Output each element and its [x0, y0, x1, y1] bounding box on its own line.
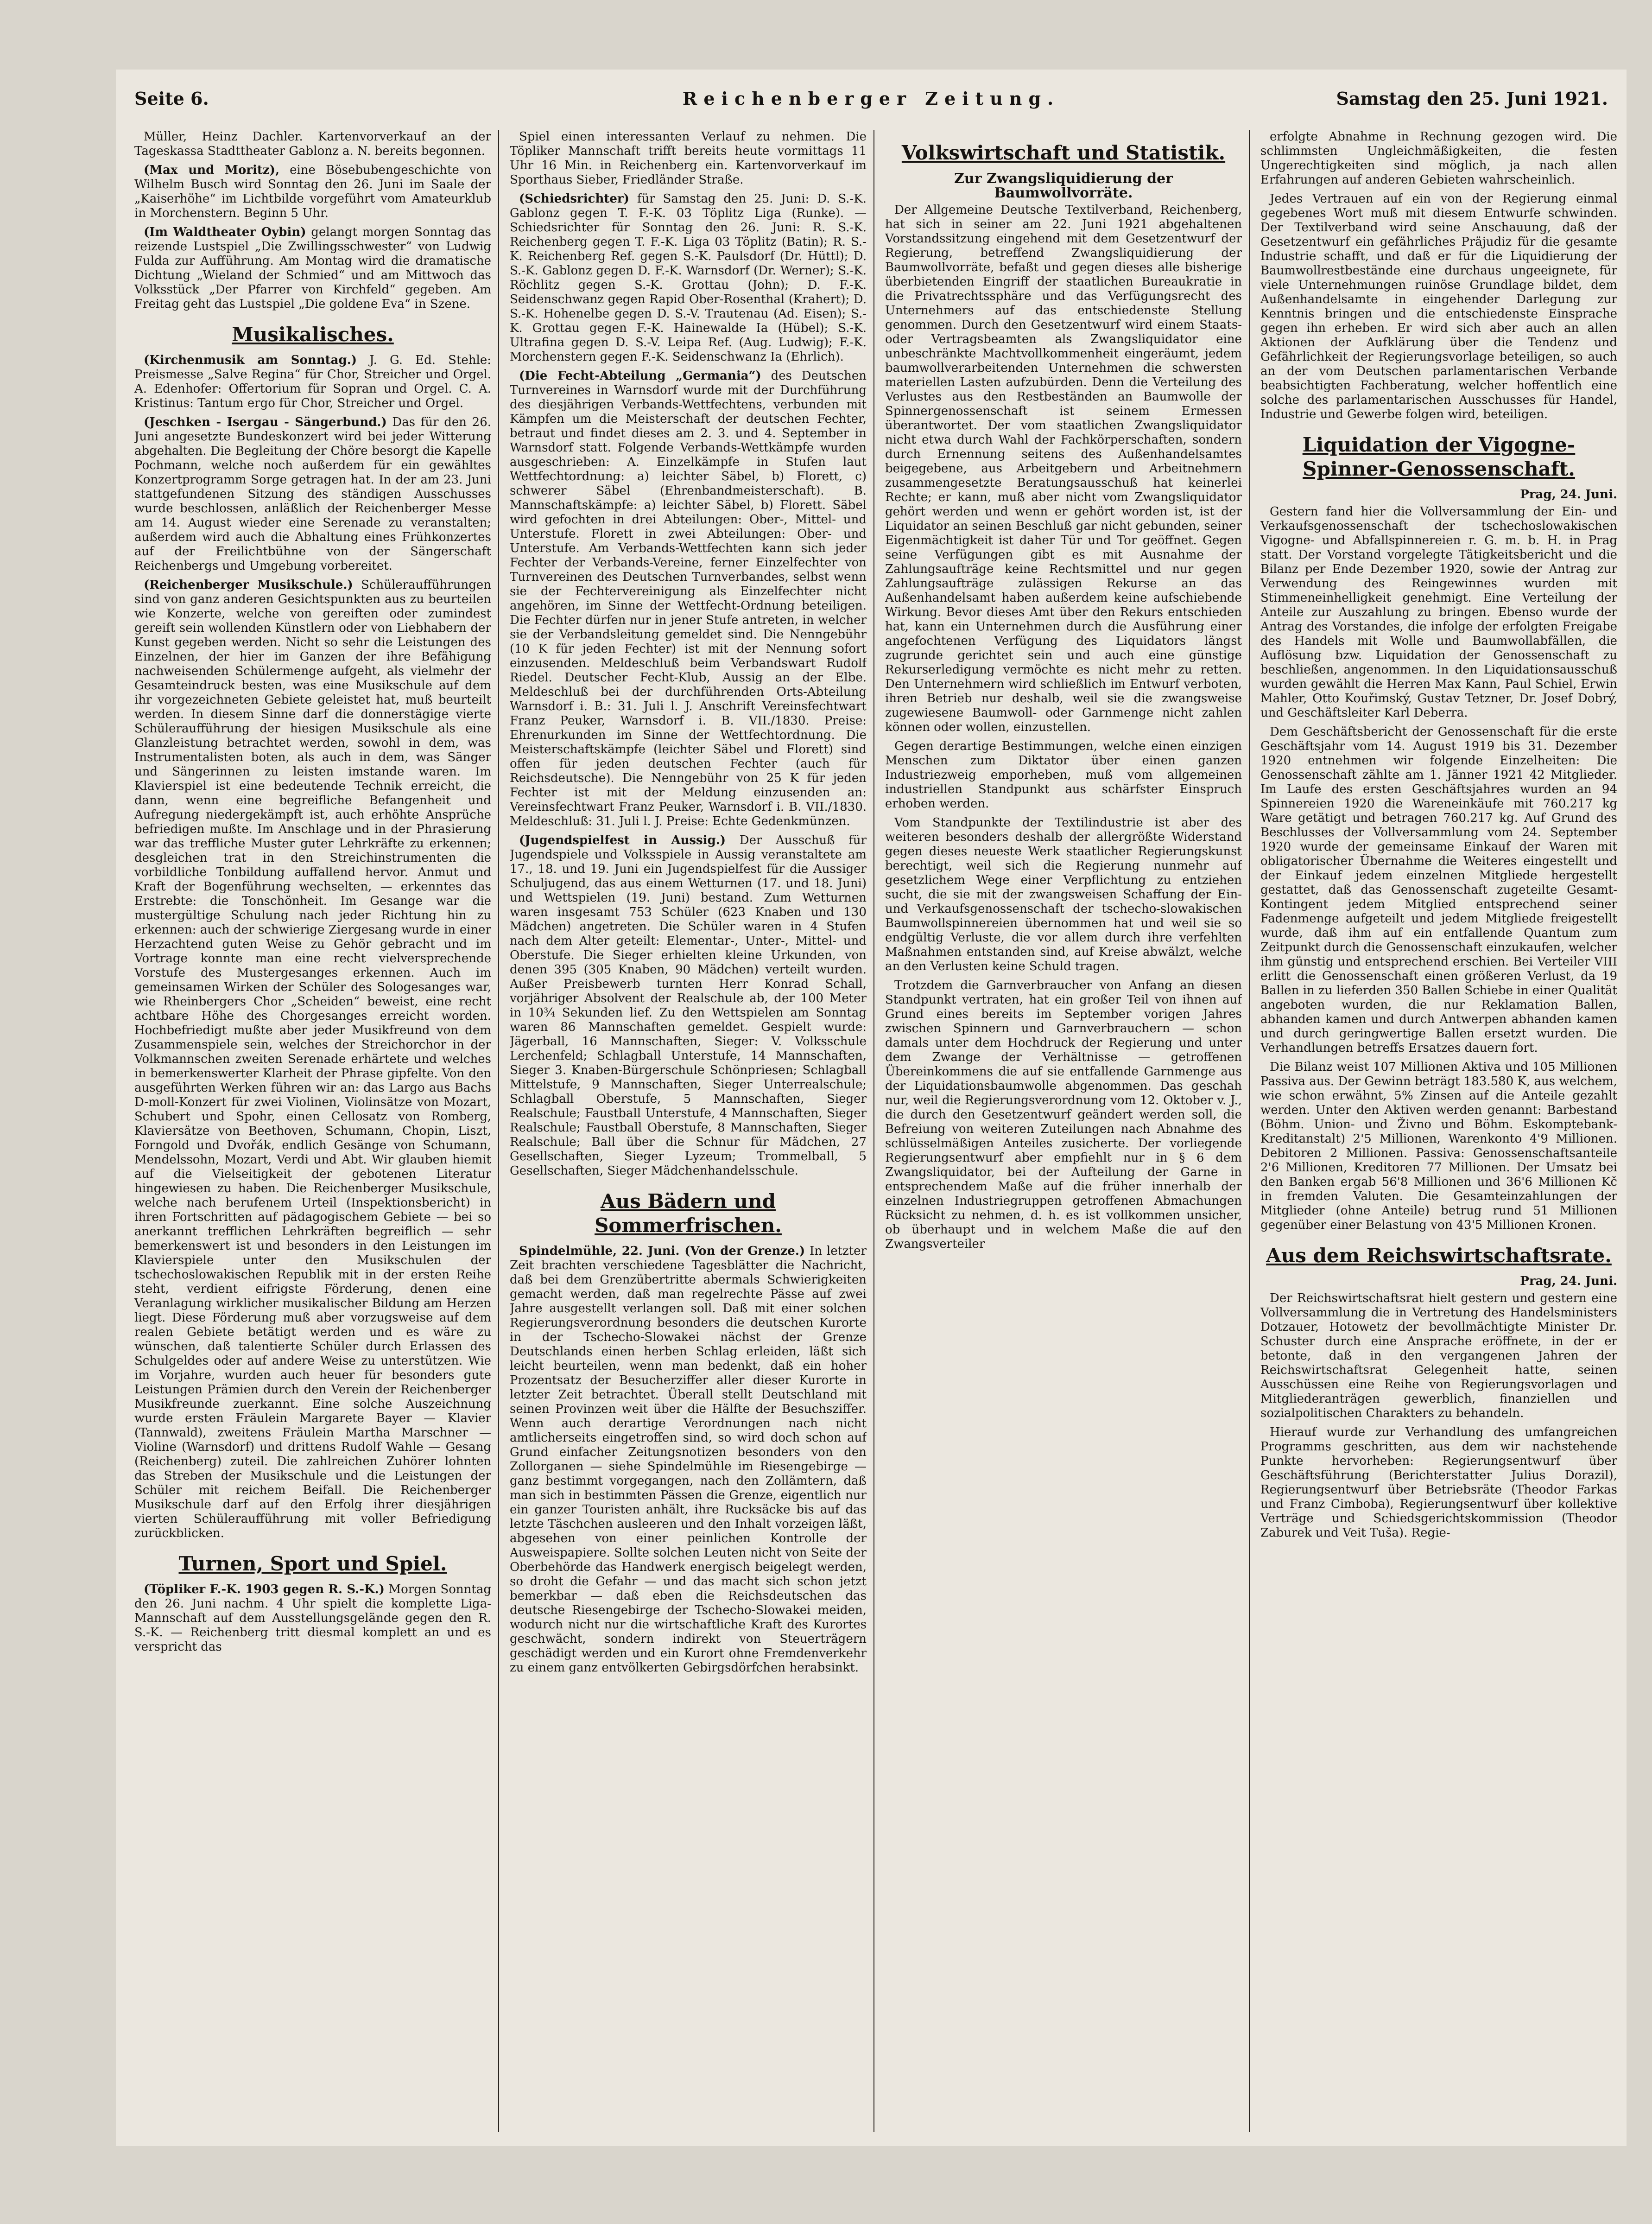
- paragraph-text: Der Allgemeine Deutsche Textilverband, Reichenberg, hat sich in seiner am 22. Juni 1921 abgehaltenen Vorstandssitzung eingehend mit dem Gesetzentwurf der Regierung, betreffend Zwangsliquidierung der Baumwollvorräte, befaßt und gegen dieses alle bisherige überbietenden Eingriff der staatlichen Bureaukratie in die Privatrechtssphäre und das Verfügungsrecht des Unternehmers auf das entschiedenste Stellung genommen. Durch den Gesetzentwurf wird einem Staats- oder Vertragsbeamten als Zwangsliquidator eine unbeschränkte Machtvollkommenheit eingeräumt, jedem baumwollverarbeitenden Unternehmen die schwersten materiellen Lasten aufzubürden. Denn die Verteilung des Verlustes aus den Restbeständen an Baumwolle der Spinnergenossenschaft ist seinem Ermessen überantwortet. Der vom staatlichen Zwangsliquidator nicht etwa durch Wahl der Fachkörperschaften, sondern durch Ernennung seitens des Außenhandelsamtes beigegebene, aus Arbeitgebern und Arbeitnehmern zusammengesetzte Beratungsausschuß hat keinerlei Rechte; er kann, muß aber nicht vom Zwangsliquidator gehört werden und wenn er gehört worden ist, ist der Liquidator an seinen Beschluß gar nicht gebunden, seiner Eigenmächtigkeit ist daher Tür und Tor geöffnet. Gegen seine Verfügungen gibt es mit Ausnahme der Zahlungsaufträge keine Rechtsmittel und nur gegen Zahlungsaufträge zulässigen Rekurse an das Außenhandelsamt haben außerdem keine aufschiebende Wirkung. Bevor dieses Amt über den Rekurs entschieden hat, kann ein Unternehmen durch die Ausführung einer angefochtenen Verfügung des Liquidators längst zugrunde gerichtet sein und auch eine günstige Rekurserledigung vermöchte es nicht mehr zu retten. Den Unternehmern wird schließlich im Entwurf verboten, ihren Betrieb nur deshalb, weil sie die zwangsweise zugewiesene Baumwoll- oder Garnmenge nicht zahlen können oder wollen, einzustellen.: [885, 203, 1242, 734]
- paragraph-lead: (Die Fecht-Abteilung „Germania“): [519, 369, 761, 383]
- paragraph-text: Der Ausschuß für Jugendspiele und Volksspiele in Aussig veranstaltete am 17., 18. und 19. Juni ein Jugendspielfest für die Aussiger Schuljugend, das aus einem Wetturnen (17. und 18. Juni) und Wettspielen (19. Juni) bestand. Zum Wetturnen waren insgesamt 753 Schüler (623 Knaben und 130 Mädchen) angetreten. Die Schüler waren in 4 Stufen nach dem Alter geteilt: Elementar-, Unter-, Mittel- und Oberstufe. Die Sieger erhielten kleine Urkunden, von denen 395 (305 Knaben, 90 Mädchen) verteilt wurden. Außer Preisbewerb turnten Herr Konrad Schall, vorjähriger Absolvent der Realschule ab, der 100 Meter in 10¾ Sekunden lief. Zu den Wettspielen am Sonntag waren 86 Mannschaften gemeldet. Gespielt wurde: Jägerball, 16 Mannschaften, Sieger: V. Volksschule Lerchenfeld; Schlagball Unterstufe, 14 Mannschaften, Sieger 3. Knaben-Bürgerschule Schönpriesen; Schlagball Mittelstufe, 9 Mannschaften, Sieger Unterrealschule; Schlagball Oberstufe, 5 Mannschaften, Sieger Realschule; Faustball Unterstufe, 4 Mannschaften, Sieger Realschule; Faustball Oberstufe, 8 Mannschaften, Sieger Realschule; Ball über die Schnur für Mädchen, 27 Gesellschaften, Sieger Lyzeum; Trommelball, 5 Gesellschaften, Sieger Mädchenhandelsschule.: [510, 833, 867, 1178]
- paragraph-text: Jedes Vertrauen auf ein von der Regierung einmal gegebenes Wort muß mit diesem Entwurfe schwinden. Der Textilverband wird seine Anschauung, daß der Gesetzentwurf ein gefährliches Präjudiz für die gesamte Industrie schafft, und daß er für die Liquidierung der Baumwollrestbestände eine durchaus ungeeignete, für viele Unternehmungen ruinöse Grundlage bildet, dem Außenhandelsamte in eingehender Darlegung zur Kenntnis bringen und die entschiedenste Einsprache gegen ihn erheben. Er wird sich aber auch an allen Aktionen der Aufklärung über die Tendenz und Gefährlichkeit der Regierungsvorlage beteiligen, so auch an der vom Deutschen parlamentarischen Verbande beabsichtigten Fachberatung, welcher hoffentlich eine solche des parlamentarischen Ausschusses für Handel, Industrie und Gewerbe folgen wird, beteiligen.: [1260, 192, 1617, 421]
- article-paragraph: [510, 130, 867, 187]
- article-paragraph: [134, 1582, 491, 1654]
- paragraph-text: Gegen derartige Bestimmungen, welche einen einzigen Menschen zum Diktator über einen ganzen Industriezweig emporheben, muß vom allgemeinen industriellen Standpunkt aus schärfster Einspruch erhoben werden.: [885, 739, 1242, 811]
- section-heading: Turnen, Sport und Spiel.: [178, 1552, 447, 1575]
- article-paragraph: [885, 739, 1242, 811]
- paragraph-text: eine Bösebubengeschichte von Wilhelm Busch wird Sonntag den 26. Juni im Saale der „Kaiserhöhe“ im Lichtbilde vorgeführt vom Amateurklub in Morchenstern. Beginn 5 Uhr.: [134, 163, 491, 220]
- paragraph-lead: (Schiedsrichter): [519, 192, 629, 206]
- paragraph-text: Trotzdem die Garnverbraucher von Anfang an diesen Standpunkt vertraten, hat ein großer Teil von ihnen auf Grund eines bereits im September vorigen Jahres zwischen Spinnern und Garnverbrauchern — schon damals unter dem Hochdruck der Regierung und unter dem Zwange der Verhältnisse — getroffenen Übereinkommens die auf sie entfallende Garnmenge aus der Liquidationsbaumwolle abgenommen. Das geschah nur, weil die Regierungsverordnung vom 12. Oktober v. J., die durch den Gesetzentwurf geändert werden soll, die Befreiung von weiteren Zuteilungen nach Abnahme des schlüsselmäßigen Anteiles zusicherte. Der vorliegende Regierungsentwurf aber empfiehlt nur in § 6 dem Zwangsliquidator, bei der Aufteilung der Garne in entsprechendem Maße auf die früher innerhalb der einzelnen Industriegruppen getroffenen Abmachungen Rücksicht zu nehmen, d. h. es ist vollkommen unsicher, ob überhaupt und in welchem Maße die auf den Zwangsverteiler: [885, 979, 1242, 1251]
- paragraph-text: Hierauf wurde zur Verhandlung des umfangreichen Programms geschritten, aus dem wir nachstehende Punkte hervorheben: Regierungsentwurf über Geschäftsführung (Berichterstatter Julius Dorazil), Regierungsentwurf über Betriebsräte (Theodor Farkas und Franz Cimboba), Regierungsentwurf über kollektive Verträge und Schiedsgerichtskommission (Theodor Zaburek und Veit Tuša). Regie-: [1260, 1425, 1617, 1540]
- article-paragraph: [134, 163, 491, 221]
- paragraph-lead: (Im Waldtheater Oybin): [144, 225, 306, 239]
- dateline: Prag, 24. Juni.: [1520, 1274, 1617, 1288]
- article-paragraph: [885, 203, 1242, 735]
- article-paragraph: [134, 225, 491, 311]
- issue-date: Samstag den 25. Juni 1921.: [1336, 88, 1608, 109]
- section-heading: Aus dem Reichswirtschaftsrate.: [1266, 1244, 1612, 1267]
- newspaper-page: [116, 70, 1627, 2146]
- paragraph-text: In letzter Zeit brachten verschiedene Tagesblätter die Nachricht, daß bei dem Grenzübertritte abermals Schwierigkeiten gemacht werden, daß man regelrechte Pässe auf zwei Jahre ausgestellt verlangen soll. Daß mit einer solchen Regierungsverordnung besonders die deutschen Kurorte in der Tschecho-Slowakei nächst der Grenze Deutschlands einen herben Schlag erleiden, läßt sich leicht beurteilen, wenn man bedenkt, daß ein hoher Prozentsatz der Besucherziffer aller dieser Kurorte in letzter Zeit betrachtet. Überall stellt Deutschland mit seinen Provinzen weit über die Hälfte der Besuchsziffer. Wenn auch derartige Verordnungen nach nicht amtlicherseits eingetroffen sind, so wird doch schon auf Grund einfacher Zeitungsnotizen besonders von den Zollorganen — siehe Spindelmühle im Riesengebirge — ganz bestimmt vorgegangen, nach den Zollämtern, daß man sich in bestimmten Pässen die Grenze, eigentlich nur ein ganzer Touristen anhält, ihre Rucksäcke bis auf das letzte Täschchen ausleeren und den Inhalt vorzeigen läßt, abgesehen von einer peinlichen Kontrolle der Ausweispapiere. Sollte solchen Leuten nicht von Seite der Oberbehörde das Handwerk energisch beigelegt werden, so droht die Gefahr — und das macht sich schon jetzt bemerkbar — daß eben die Reichsdeutschen das deutsche Riesengebirge der Tschecho-Slowakei meiden, wodurch nicht nur die wirtschaftliche Kraft des Kurortes geschwächt, sondern indirekt von Steuerträgern geschädigt werden und ein Kurort ohne Fremdenverkehr zu einem ganz entvölkerten Gebirgsdörfchen herabsinkt.: [510, 1244, 867, 1675]
- article-paragraph: [885, 816, 1242, 974]
- newspaper-title: Reichenberger Zeitung.: [682, 88, 1060, 109]
- paragraph-text: Dem Geschäftsbericht der Genossenschaft für die erste Geschäftsjahr vom 14. August 1919 bis 31. Dezember 1920 entnehmen wir folgende Einzelheiten: Die Genossenschaft zählte am 1. Jänner 1921 42 Mitglieder. Im Laufe des ersten Geschäftsjahres wurden an 94 Spinnereien 1920 die Wareneinkäufe mit 760.217 kg Ware getätigt und betragen 760.217 kg. Auf Grund des Beschlusses der Vollversammlung vom 24. September 1920 wurde der gemeinsame Einkauf der Waren mit obligatorischer Übernahme die Weiteres eingestellt und der Einkauf jedem einzelnen Mitgliede hergestellt gestattet, daß das Genossenschaft zugeteilte Gesamt-Kontingent jedem Mitglied entsprechend seiner Fadenmenge aufgeteilt und jedem Mitgliede freigestellt wurde, daß ihm auf ein entfallende Quantum zum Zeitpunkt durch die Genossenschaft einzukaufen, welcher ihm günstig und entsprechend erschien. Bei Verteiler VIII erlitt die Genossenschaft einen größeren Verlust, da 19 Ballen in zu lieferden 350 Ballen Schiebe in einer Qualität angeboten wurden, die nur Reklamation Ballen, abhanden kamen und durch Antwerpen abhanden kamen und durch geringwertige Ballen ersetzt wurden. Die Verhandlungen betreffs Ersatzes dauern fort.: [1260, 725, 1617, 1055]
- column-rule: [873, 130, 874, 2132]
- paragraph-text: Gestern fand hier die Vollversammlung der Ein- und Verkaufsgenossenschaft der tschechoslowakischen Vigogne- und Abfallspinnereien r. G. m. b. H. in Prag statt. Der Vorstand vorgelegte Tätigkeitsbericht und die Bilanz per Ende Dezember 1920, sowie der Antrag zur Verwendung des Reingewinnes wurden mit Stimmeneinhelligkeit genehmigt. Eine Verteilung der Anteile zur Auszahlung zu bringen. Ebenso wurde der Antrag des Vorstandes, die infolge der erfolgten Freigabe des Handels mit Wolle und Baumwollabfällen, die Auflösung bzw. Liquidation der Genossenschaft zu beschließen, angenommen. In den Liquidationsausschuß wurden gewählt die Herren Max Kann, Paul Schiel, Erwin Mahler, Otto Kouřimský, Gustav Tetzner, Dr. Josef Dobrý, und Geschäftsleiter Karl Deberra.: [1260, 505, 1617, 720]
- article-paragraph: [134, 130, 491, 159]
- article-paragraph: [1260, 192, 1617, 422]
- article-paragraph: [1260, 1060, 1617, 1233]
- paragraph-text: für Samstag den 25. Juni: D. S.-K. Gablonz gegen T. F.-K. 03 Töplitz Liga (Runke). — Schiedsrichter für Sonntag den 26. Juni: R. S.-K. Reichenberg gegen T. F.-K. Liga 03 Töplitz (Batin); R. S.-K. Reichenberg Ref. gegen S.-K. Paulsdorf (Dr. Hüttl); D. S.-K. Gablonz gegen D. F.-K. Warnsdorf (Dr. Werner); S.-K. Röchlitz gegen S.-K. Grottau (John); D. F.-K. Seidenschwanz gegen Rapid Ober-Rosenthal (Krahert); D. S.-K. Hohenelbe gegen D. S.-V. Trautenau (Ad. Eisen); S.-K. Grottau gegen F.-K. Hainewalde Ia (Hübel); S.-K. Ultrafina gegen D. S.-V. Leipa Ref. (Aug. Ludwig); F.-K. Morchenstern gegen F.-K. Seidenschwanz Ia (Ehrlich).: [510, 192, 867, 364]
- column-1: [134, 130, 491, 2132]
- paragraph-lead: (Jugendspielfest in Aussig.): [519, 833, 726, 847]
- column-4: [1260, 130, 1617, 2132]
- paragraph-text: Müller, Heinz Dachler. Kartenvorverkauf an der Tageskassa Stadttheater Gablonz a. N. bereits begonnen.: [134, 130, 491, 158]
- paragraph-text: J. G. Ed. Stehle: Preismesse „Salve Regina“ für Chor, Streicher und Orgel. A. Edenhofer: Offertorium für Sopran und Orgel. C. A. Kristinus: Tantum ergo für Chor, Streicher und Orgel.: [134, 353, 491, 410]
- paragraph-text: Das für den 26. Juni angesetzte Bundeskonzert wird bei jeder Witterung abgehalten. Die Begleitung der Chöre besorgt die Kapelle Pochmann, welche noch außerdem für ein gewähltes Konzertprogramm Sorge getragen hat. In der am 23. Juni stattgefundenen Sitzung des ständigen Ausschusses wurde beschlossen, anläßlich der Reichenberger Messe am 14. August wieder eine Serenade zu veranstalten; außerdem wird auch die Abhaltung eines Frühkonzertes auf der Freilichtbühne von der Sängerschaft Reichenbergs und Umgebung vorbereitet.: [134, 415, 491, 573]
- column-2: [510, 130, 867, 2132]
- page-number: Seite 6.: [134, 88, 209, 109]
- column-rule: [498, 130, 499, 2132]
- paragraph-lead: (Kirchenmusik am Sonntag.): [144, 353, 357, 367]
- article-paragraph: [1260, 130, 1617, 187]
- article-paragraph: [134, 353, 491, 411]
- article-paragraph: [510, 192, 867, 364]
- article-paragraph: [510, 1244, 867, 1675]
- dateline: Prag, 24. Juni.: [1520, 488, 1617, 502]
- article-paragraph: [1260, 1291, 1617, 1421]
- section-heading: Aus Bädern und Sommerfrischen.: [595, 1190, 782, 1237]
- section-heading: Volkswirtschaft und Statistik.: [901, 141, 1226, 164]
- paragraph-text: Der Reichswirtschaftsrat hielt gestern und gestern eine Vollversammlung die in Vertretung des Handelsministers Dotzauer, Hotowetz der bevollmächtigte Minister Dr. Schuster durch eine Ansprache eröffnete, in der er betonte, daß in den vergangenen Jahren der Reichswirtschaftsrat Gelegenheit hatte, seinen Ausschüssen eine Reihe von Regierungsvorlagen und Mitgliederanträgen gewerblich, finanziellen und sozialpolitischen Charakters zu behandeln.: [1260, 1291, 1617, 1420]
- article-paragraph: [134, 415, 491, 573]
- paragraph-text: Spiel einen interessanten Verlauf zu nehmen. Die Töpliker Mannschaft trifft bereits heute vormittags 11 Uhr 16 Min. in Reichenberg ein. Kartenvorverkauf im Sporthaus Sieber, Friedländer Straße.: [510, 130, 867, 187]
- paragraph-lead: (Töpliker F.-K. 1903 gegen R. S.-K.): [144, 1582, 385, 1596]
- article-paragraph: [1260, 725, 1617, 1055]
- article-paragraph: [134, 578, 491, 1541]
- paragraph-text: des Deutschen Turnvereines in Warnsdorf wurde mit der Durchführung des diesjährigen Verbands-Wettfechtens, verbunden mit Kämpfen um die Meisterschaft der deutschen Fechter, betraut und findet dieses am 2. 3. und 4. September in Warnsdorf statt. Folgende Verbands-Wettkämpfe wurden ausgeschrieben: A. Einzelkämpfe in Stufen laut Wettfechtordnung: a) leichter Säbel, b) Florett, c) schwerer Säbel (Ehrenbandmeisterschaft). B. Mannschaftskämpfe: a) leichter Säbel, b) Florett. Säbel wird gefochten in drei Abteilungen: Ober-, Mittel- und Unterstufe. Florett in zwei Abteilungen: Ober- und Unterstufe. Am Verbands-Wettfechten kann sich jeder Fechter der Verbands-Vereine, ferner Einzelfechter von Turnvereinen des Deutschen Turnverbandes, selbst wenn sie der Fechtervereinigung als Einzelfechter nicht angehören, im Sinne der Wettfecht-Ordnung beteiligen. Die Fechter dürfen nur in jener Stufe antreten, in welcher sie der Verbandsleitung gemeldet sind. Die Nenngebühr (10 K für jeden Fechter) ist mit der Nennung sofort einzusenden. Meldeschluß beim Verbandswart Rudolf Riedel. Deutscher Fecht-Klub, Aussig an der Elbe. Meldeschluß bei der durchführenden Orts-Abteilung Warnsdorf i. B.: 31. Juli l. J. Anschrift Vereinsfechtwart Franz Peuker, Warnsdorf i. B. VII./1830. Preise: Ehrenurkunden im Sinne der Wettfechtordnung. Die Meisterschaftskämpfe (leichter Säbel und Florett) sind offen für jeden deutschen Fechter (auch für Reichsdeutsche). Die Nenngebühr von 25 K für jeden Fechter ist mit der Meldung einzusenden an: Vereinsfechtwart Franz Peuker, Warnsdorf i. B. VII./1830. Meldeschluß: 31. Juli l. J. Preise: Echte Gedenkmünzen.: [510, 369, 867, 828]
- article-paragraph: [1260, 505, 1617, 720]
- column-rule: [1249, 130, 1250, 2132]
- paragraph-text: Vom Standpunkte der Textilindustrie ist aber des weiteren besonders deshalb der allergrößte Widerstand gegen dieses neueste Werk staatlicher Regierungskunst berechtigt, weil sich die Regierung nunmehr auf gesetzlichem Wege einer Verpflichtung zu entziehen sucht, die sie mit der zwangsweisen Schaffung der Ein- und Verkaufsgenossenschaft der tschecho-slowakischen Baumwollspinnereien übernommen hat und weil sie so endgültig Verluste, die vor allem durch ihre verfehlten Maßnahmen entstanden sind, auf Kreise abwälzt, welche an den Verlusten keine Schuld tragen.: [885, 816, 1242, 973]
- section-heading: Musikalisches.: [232, 323, 394, 346]
- page-header: [116, 88, 1627, 121]
- paragraph-lead: (Max und Moritz),: [144, 163, 279, 177]
- column-3: [885, 130, 1242, 2132]
- paragraph-text: Morgen Sonntag den 26. Juni nachm. 4 Uhr spielt die komplette Liga-Mannschaft auf dem Ausstellungsgelände gegen den R. S.-K. — Reichenberg tritt diesmal komplett an und es verspricht das: [134, 1582, 491, 1654]
- article-paragraph: [885, 979, 1242, 1252]
- paragraph-text: erfolgte Abnahme in Rechnung gezogen wird. Die schlimmsten Ungleichmäßigkeiten, die festen Ungerechtigkeiten sind möglich, ja nach allen Erfahrungen auf anderen Gebieten wahrscheinlich.: [1260, 130, 1617, 187]
- paragraph-lead: Spindelmühle, 22. Juni. (Von der Grenze.): [519, 1244, 805, 1258]
- article-headline: Zur Zwangsliquidierung der Baumwollvorräte.: [954, 171, 1173, 201]
- paragraph-text: gelangt morgen Sonntag das reizende Lustspiel „Die Zwillingsschwester“ von Ludwig Fulda zur Aufführung. Am Montag wird die dramatische Dichtung „Wieland der Schmied“ und am Mittwoch das Volksstück „Der Pfarrer von Kirchfeld“ gegeben. Am Freitag geht das Lustspiel „Die goldene Eva“ in Szene.: [134, 225, 491, 311]
- paragraph-text: Die Bilanz weist 107 Millionen Aktiva und 105 Millionen Passiva aus. Der Gewinn beträgt 183.580 K, aus welchem, wie schon erwähnt, 5% Zinsen auf die Anteile gezahlt werden. Unter den Aktiven werden genannt: Barbestand (Böhm. Union- und Živno und Böhm. Eskomptebank-Kreditanstalt) 2'5 Millionen, Warenkonto 4'9 Millionen. Debitoren 2 Millionen. Passiva: Genossenschaftsanteile 2'6 Millionen, Kreditoren 77 Millionen. Der Umsatz bei den Banken ergab 56'8 Millionen und 36'6 Millionen Kč in fremden Valuten. Die Gesamteinzahlungen der Mitglieder (ohne Anteile) betrug rund 51 Millionen gegenüber einer Belastung von 43'5 Millionen Kronen.: [1260, 1060, 1617, 1232]
- article-paragraph: [1260, 1425, 1617, 1540]
- paragraph-lead: (Jeschken - Isergau - Sängerbund.): [144, 415, 387, 429]
- paragraph-text: Schüleraufführungen sind von ganz anderen Gesichtspunkten aus zu beurteilen wie Konzerte, welche von gereiften oder zumindest gereift sein wollenden Künstlern oder von Liebhabern der Kunst gegeben werden. Nicht so sehr die Leistungen des Einzelnen, der hier im Ganzen der ihre Befähigung nachweisenden Schülermenge aufgeht, als vielmehr der Gesamteindruck besten, was eine Musikschule auf dem ihr vorgezeichneten Gebiete geleistet hat, muß beurteilt werden. In diesem Sinne darf die donnerstägige vierte Schüleraufführung der hiesigen Musikschule als eine Glanzleistung betrachtet werden, sowohl in dem, was Instrumentalisten boten, als auch in dem, was Sänger und Sängerinnen zu leisten imstande waren. Im Klavierspiel ist eine bedeutende Technik erreicht, die dann, wenn eine begreifliche Befangenheit und Aufregung niedergekämpft ist, auch erhöhte Ansprüche befriedigen mußte. Im Anschlage und in der Phrasierung war das treffliche Muster guter Lehrkräfte zu erkennen; desgleichen trat in den Streichinstrumenten die vorbildliche Tonbildung auffallend hervor. Anmut und Kraft der Bogenführung wechselten, — erkenntes das Erstrebte: die Tonschönheit. Im Gesange war die mustergültige Schulung nach jeder Richtung hin zu erkennen: auch der schwierige Ziergesang wurde in einer Herzachtend guten Weise zu Gehör gebracht und im Vortrage konnte man eine recht vielversprechende Vorstufe des Mustergesanges erkennen. Auch im gemeinsamen Wirken der Schüler des Sologesanges war, wie Rheinbergers Chor „Scheiden“ beweist, eine recht achtbare Höhe des Chorgesanges erreicht worden. Hochbefriedigt mußte aber jeder Musikfreund von dem Zusammenspiele sein, welches der Streichorchor in der Volkmannschen zweiten Serenade erhärtete und welches in bemerkenswerter Klarheit der Phrase gipfelte. Von den ausgeführten Werken führen wir an: das Largo aus Bachs D-moll-Konzert für zwei Violinen, Violinsätze von Mozart, Schubert und Spohr, einen Cellosatz von Romberg, Klaviersätze von Beethoven, Schumann, Chopin, Liszt, Forngold und Dvořák, endlich Gesänge von Schumann, Mendelssohn, Mozart, Verdi und Abt. Wir glauben hiemit auf die Vielseitigkeit der gebotenen Literatur hingewiesen zu haben. Die Reichenberger Musikschule, welche nach berufenem Urteil (Inspektionsbericht) in ihren Fortschritten auf pädagogischem Gebiete — bei so anerkannt trefflichen Lehrkräften begreiflich — sehr bemerkenswert ist und besonders in den Leistungen im Klavierspiele unter den Musikschulen der tschechoslowakischen Republik mit in der ersten Reihe steht, verdient eifrigste Förderung, denen eine Veranlagung wirklicher musikalischer Bildung am Herzen liegt. Diese Förderung muß aber vorzugsweise auf dem realen Gebiete betätigt werden und es wäre zu wünschen, daß talentierte Schüler durch Erlassen des Schulgeldes oder auf andere Weise zu unterstützen. Wie im Vorjahre, wurden auch heuer für besonders gute Leistungen Prämien durch den Verein der Reichenberger Musikfreunde zuerkannt. Eine solche Auszeichnung wurde ersten Fräulein Margarete Bayer — Klavier (Tannwald), zweitens Fräulein Martha Marschner — Violine (Warnsdorf) und drittens Rudolf Wahle — Gesang (Reichenberg) zuteil. Die zahlreichen Zuhörer lohnten das Streben der Musikschule und die Leistungen der Schüler mit reichem Beifall. Die Reichenberger Musikschule darf auf den Erfolg ihrer diesjährigen vierten Schüleraufführung mit voller Befriedigung zurückblicken.: [134, 578, 491, 1540]
- article-paragraph: [510, 833, 867, 1178]
- article-paragraph: [510, 369, 867, 829]
- section-heading: Liquidation der Vigogne-Spinner-Genossenschaft.: [1302, 433, 1576, 480]
- paragraph-lead: (Reichenberger Musikschule.): [144, 578, 353, 592]
